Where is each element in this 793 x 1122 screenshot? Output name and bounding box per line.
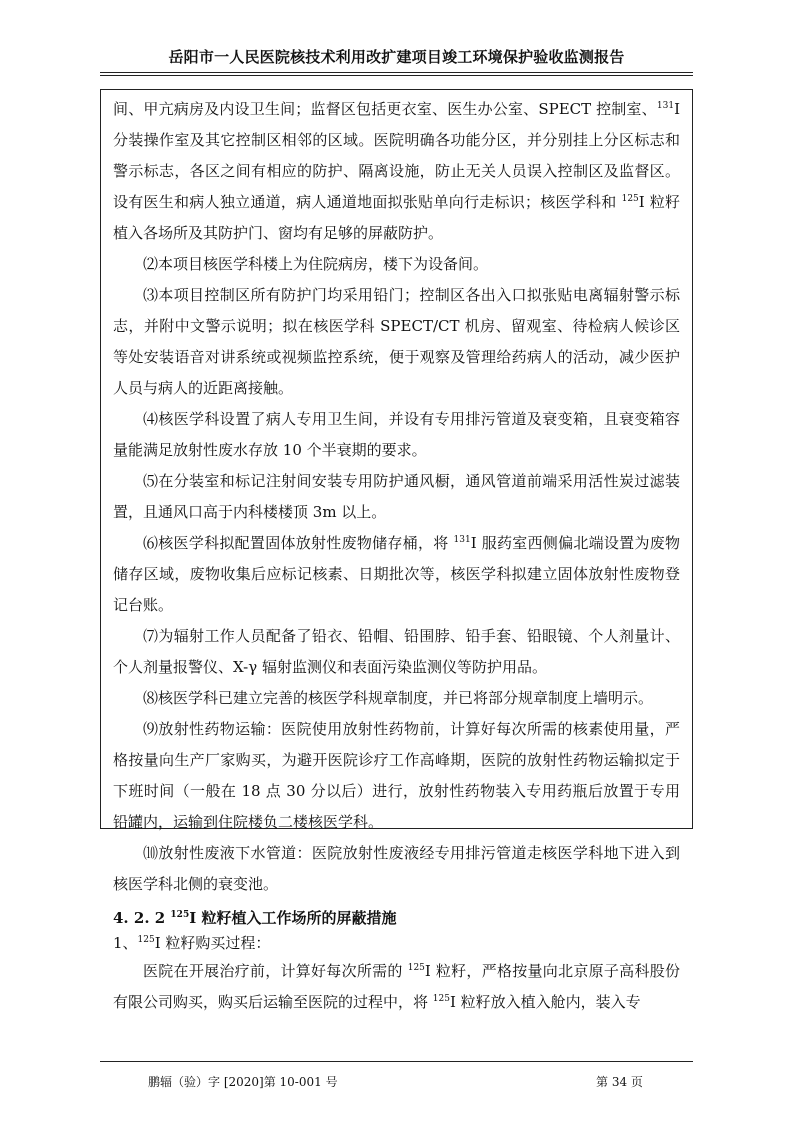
subheading-seed-purchase: 1、$^{125}$I 粒籽购买过程： <box>113 934 271 952</box>
paragraph-item-7: ⑺为辐射工作人员配备了铅衣、铅帽、铅围脖、铅手套、铅眼镜、个人剂量计、个人剂量报警仪、X-γ 辐射监测仪和表面污染监测仪等防护用品。 <box>113 627 680 676</box>
paragraph-item-5: ⑸在分装室和标记注射间安装专用防护通风橱，通风管道前端采用活性炭过滤装置，且通风口高于内科楼楼顶 3m 以上。 <box>113 472 680 521</box>
header-rule-bottom <box>100 75 693 76</box>
paragraph-item-3: ⑶本项目控制区所有防护门均采用铅门；控制区各出入口拟张贴电离辐射警示标志，并附中文警示说明；拟在核医学科 SPECT/CT 机房、留观室、待检病人候诊区等处安装语音对讲系统或视频监控系统，便于观察及管理给药病人的活动，减少医护人员与病人的近距离接触。 <box>113 286 680 397</box>
page-number: 第 34 页 <box>596 1075 643 1089</box>
paragraph-seed-purchase: 医院在开展治疗前，计算好每次所需的 $^{125}$I 粒籽，严格按量向北京原子高科股份有限公司购买，购买后运输至医院的过程中，将 $^{125}$I 粒籽放入植入舱内，装入专 <box>113 962 680 1011</box>
content-box <box>100 89 693 1011</box>
paragraph-item-9: ⑼放射性药物运输：医院使用放射性药物前，计算好每次所需的核素使用量，严格按量向生产厂家购买，为避开医院诊疗工作高峰期，医院的放射性药物运输拟定于下班时间（一般在 18 点 30 分以后）进行，放射性药物装入专用药瓶后放置于专用铅罐内，运输到住院楼负二楼核医学科。 <box>113 720 680 831</box>
paragraph-item-4: ⑷核医学科设置了病人专用卫生间，并设有专用排污管道及衰变箱，且衰变箱容量能满足放射性废水存放 10 个半衰期的要求。 <box>113 410 680 459</box>
report-title: 岳阳市一人民医院核技术利用改扩建项目竣工环境保护验收监测报告 <box>168 48 625 66</box>
document-number: 鹏辐（验）字 [2020]第 10-001 号 <box>148 1075 338 1089</box>
header-rule-top <box>100 72 693 73</box>
paragraph-item-2: ⑵本项目核医学科楼上为住院病房，楼下为设备间。 <box>143 255 489 273</box>
footer-rule <box>100 1061 693 1062</box>
paragraph-zoning: 间、甲亢病房及内设卫生间；监督区包括更衣室、医生办公室、SPECT 控制室、$^{131}$I 分装操作室及其它控制区相邻的区域。医院明确各功能分区，并分别挂上分区标志和警示标志，各区之间有相应的防护、隔离设施，防止无关人员误入控制区及监督区。设有医生和病人独立通道，病人通道地面拟张贴单向行走标识；核医学科和 $^{125}$I 粒籽植入各场所及其防护门、窗均有足够的屏蔽防护。 <box>113 100 680 242</box>
paragraph-item-10: ⑽放射性废液下水管道：医院放射性废液经专用排污管道走核医学科地下进入到核医学科北侧的衰变池。 <box>113 844 680 893</box>
paragraph-item-6: ⑹核医学科拟配置固体放射性废物储存桶，将 $^{131}$I 服药室西侧偏北端设置为废物储存区域，废物收集后应标记核素、日期批次等，核医学科拟建立固体放射性废物登记台账。 <box>113 534 680 614</box>
section-heading-4-2-2: 4. 2. 2 $^{125}$I 粒籽植入工作场所的屏蔽措施 <box>113 909 397 927</box>
paragraph-item-8: ⑻核医学科已建立完善的核医学科规章制度，并已将部分规章制度上墙明示。 <box>143 689 654 707</box>
